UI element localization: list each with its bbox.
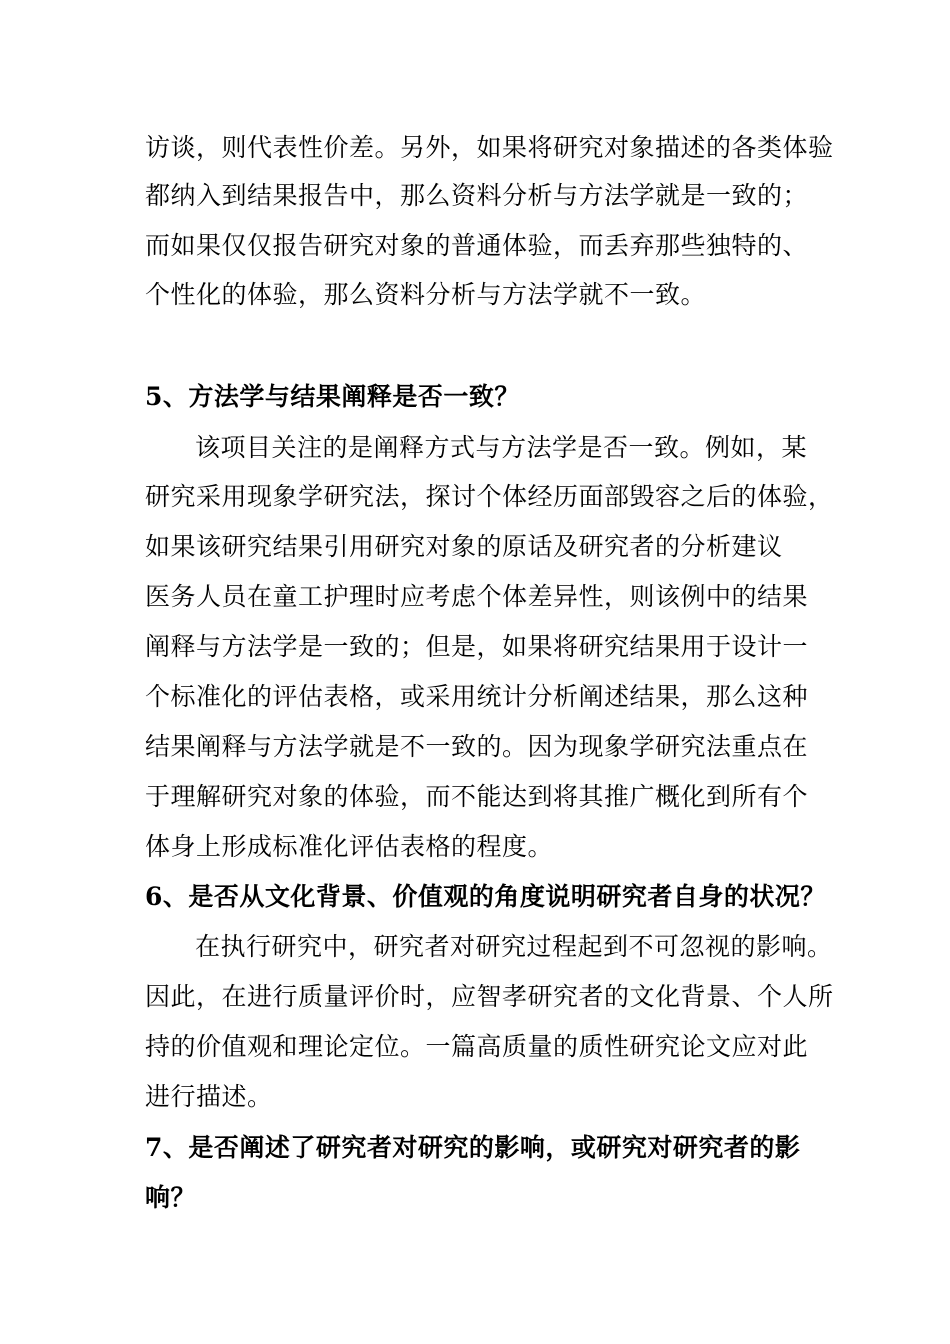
section-5-heading: 5、方法学与结果阐释是否一致？ bbox=[145, 382, 520, 411]
paragraph-line: 持的价值观和理论定位。一篇高质量的质性研究论文应对此 bbox=[145, 1032, 809, 1061]
paragraph-line: 在执行研究中，研究者对研究过程起到不可忽视的影响。 bbox=[195, 932, 833, 961]
paragraph-line: 访谈，则代表性价差。另外，如果将研究对象描述的各类体验 bbox=[145, 133, 834, 162]
paragraph-line: 结果阐释与方法学就是不一致的。因为现象学研究法重点在 bbox=[145, 732, 809, 761]
paragraph-line: 个性化的体验，那么资料分析与方法学就不一致。 bbox=[145, 280, 707, 309]
paragraph-line: 而如果仅仅报告研究对象的普通体验，而丢弃那些独特的、 bbox=[145, 231, 809, 260]
paragraph-line: 研究采用现象学研究法，探讨个体经历面部毁容之后的体验， bbox=[145, 482, 834, 511]
paragraph-line: 该项目关注的是阐释方式与方法学是否一致。例如，某 bbox=[195, 433, 808, 462]
section-7-heading-continued: 响？ bbox=[145, 1183, 197, 1212]
paragraph-line: 如果该研究结果引用研究对象的原话及研究者的分析建议 bbox=[145, 532, 783, 561]
section-6-heading: 6、是否从文化背景、价值观的角度说明研究者自身的状况？ bbox=[145, 882, 826, 911]
paragraph-line: 阐释与方法学是一致的；但是，如果将研究结果用于设计一 bbox=[145, 632, 809, 661]
paragraph-line: 于理解研究对象的体验，而不能达到将其推广概化到所有个 bbox=[145, 782, 809, 811]
paragraph-line: 进行描述。 bbox=[145, 1082, 273, 1111]
paragraph-line: 体身上形成标准化评估表格的程度。 bbox=[145, 832, 554, 861]
paragraph-line: 医务人员在童工护理时应考虑个体差异性，则该例中的结果 bbox=[145, 582, 809, 611]
section-7-heading: 7、是否阐述了研究者对研究的影响，或研究对研究者的影 bbox=[145, 1133, 801, 1162]
paragraph-line: 因此，在进行质量评价时，应智孝研究者的文化背景、个人所 bbox=[145, 982, 834, 1011]
paragraph-line: 都纳入到结果报告中，那么资料分析与方法学就是一致的； bbox=[145, 181, 809, 210]
paragraph-line: 个标准化的评估表格，或采用统计分析阐述结果，那么这种 bbox=[145, 682, 809, 711]
